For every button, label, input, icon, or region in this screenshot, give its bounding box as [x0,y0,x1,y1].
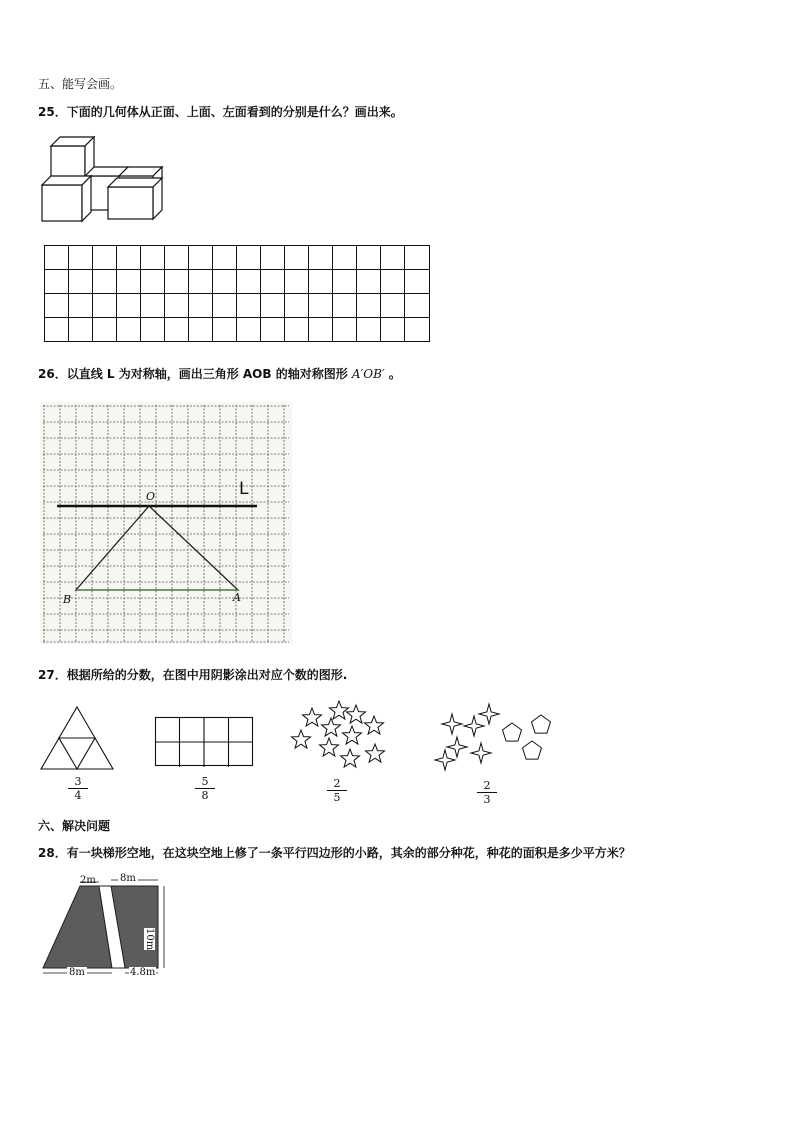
four-point-star-shape [447,737,467,757]
q25-answer-grid [44,245,430,342]
fraction-3-4 [68,775,88,802]
four-point-star-shape [435,750,455,770]
q26-prompt [38,366,401,382]
star-shape [303,708,322,726]
fraction-2-5-num: 2 [327,777,347,791]
label-10m: 10m [144,928,155,951]
q26-number: 26． [38,367,67,381]
q27-rectangle-figure [155,717,253,767]
fraction-2-5-den: 5 [333,791,341,804]
star-shape [365,716,384,734]
fraction-3-4-den: 4 [74,789,82,802]
q25-text: 下面的几何体从正面、上面、左面看到的分别是什么？画出来。 [66,105,403,119]
fraction-2-3-den: 3 [483,793,491,806]
label-l: L [239,479,249,499]
section-6-heading: 六、解决问题 [38,819,111,833]
four-point-star-shape [471,743,491,763]
star-shape [320,738,339,756]
q26-math: A′OB′ [351,367,385,381]
fraction-2-3-num: 2 [477,779,497,793]
pentagon-shape [523,741,542,759]
q27-number: 27． [38,668,67,682]
pentagon-shape [503,723,522,741]
star-shape [343,726,362,744]
q27-triangle-figure [40,706,114,770]
label-4-8m: 4.8m [130,967,156,978]
q25-prompt [38,104,403,120]
q27-text: 根据所给的分数，在图中用阴影涂出对应个数的图形. [66,668,348,682]
label-a: A [233,591,241,604]
q26-symmetry-grid [40,402,292,644]
q25-cube-figure [38,132,164,224]
q28-number: 28． [38,846,67,860]
fraction-5-8 [195,775,215,802]
q27-stars-figure [288,698,388,770]
fraction-3-4-num: 3 [68,775,88,789]
star-shape [366,744,385,762]
four-point-star-shape [442,714,462,734]
four-point-star-shape [479,704,499,724]
label-2m: 2m [80,875,96,886]
star-shape [322,718,341,736]
q28-text: 有一块梯形空地，在这块空地上修了一条平行四边形的小路，其余的部分种花，种花的面积是多少平方米？ [66,846,631,860]
q26-text: 以直线 L 为对称轴，画出三角形 AOB 的轴对称图形 [66,367,348,381]
label-b: B [63,593,72,606]
star-shape [330,701,349,719]
fraction-2-5 [327,777,347,804]
label-8m-bottom: 8m [69,967,85,978]
fraction-5-8-num: 5 [195,775,215,789]
q27-prompt [38,667,347,683]
pentagon-shape [532,715,551,733]
four-point-star-shape [464,716,484,736]
q26-end: 。 [388,367,401,381]
q28-prompt [38,845,631,861]
fraction-5-8-den: 8 [201,789,209,802]
star-shape [292,730,311,748]
label-o: O [146,490,156,503]
q27-stars-pentagons-figure [433,702,557,774]
q25-number: 25． [38,105,67,119]
label-8m-top: 8m [120,873,136,884]
fraction-2-3 [477,779,497,806]
section-5-heading: 五、能写会画。 [38,77,123,91]
star-shape [341,749,360,767]
